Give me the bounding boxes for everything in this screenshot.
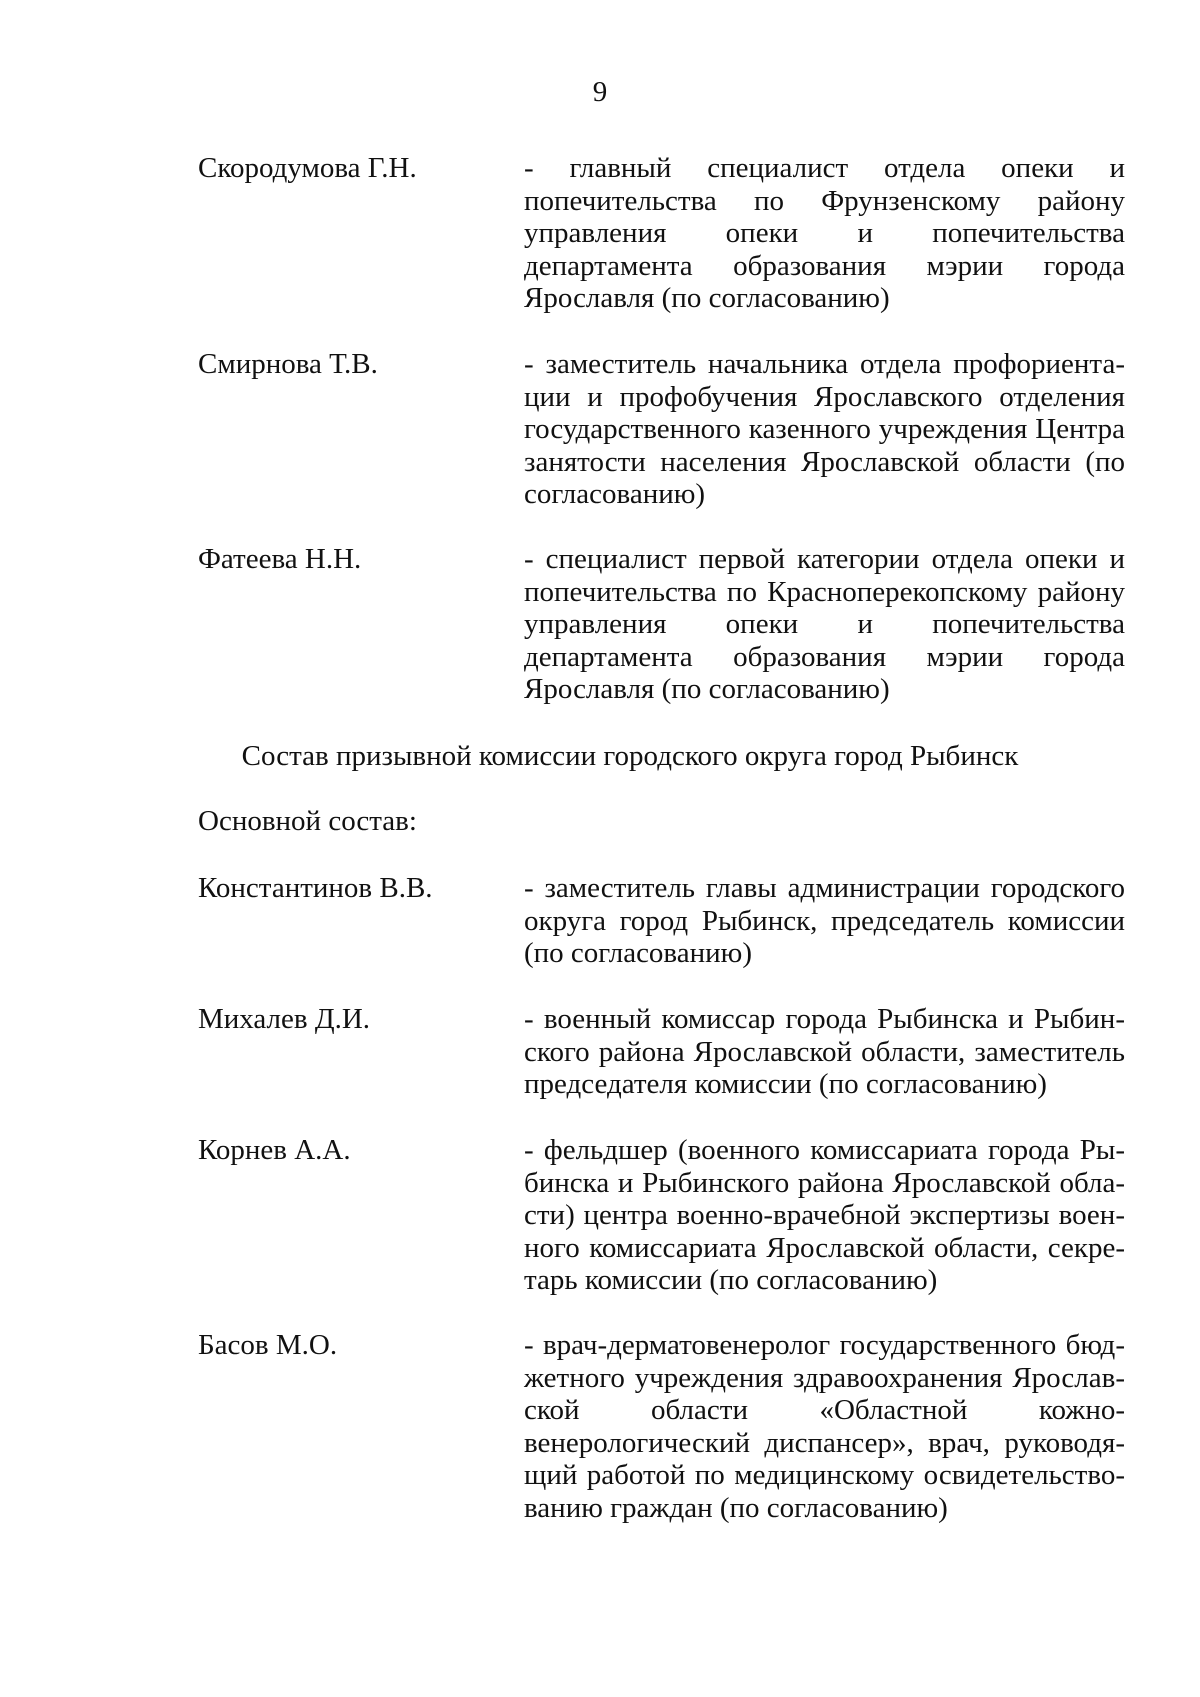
member-description: - врач-дерматовенеролог государственного бюджетного учреждения здравоохранения Ярославской области «Областной кожно-венерологический диспансер», врач, руководящий работой по медицинскому освидетельствованию граждан (по согласованию): [524, 1329, 1125, 1524]
member-description: - главный специалист отдела опеки и попечительства по Фрунзенскому району управления опеки и попечительства департамента образования мэрии города Ярославля (по согласованию): [524, 152, 1125, 314]
member-description: - военный комиссар города Рыбинска и Рыбинского района Ярославской области, заместитель председателя комиссии (по согласованию): [524, 1003, 1125, 1100]
member-name: Басов М.О.: [198, 1329, 338, 1361]
page-number: 9: [592, 76, 608, 108]
member-name: Константинов В.В.: [198, 872, 433, 904]
member-name: Корнев А.А.: [198, 1134, 351, 1166]
section-title: Состав призывной комиссии городского округа город Рыбинск: [241, 740, 1019, 772]
member-name: Смирнова Т.В.: [198, 348, 378, 380]
member-description: - фельдшер (военного комиссариата города Рыбинска и Рыбинского района Ярославской области) центра военно-врачебной экспертизы военного комиссариата Ярославской области, секретарь комиссии (по согласованию): [524, 1134, 1125, 1296]
member-description: - заместитель начальника отдела профориентации и профобучения Ярославского отделения государственного казенного учреждения Центра занятости населения Ярославской области (по согласованию): [524, 348, 1125, 510]
member-name: Скородумова Г.Н.: [198, 152, 417, 184]
member-description: - специалист первой категории отдела опеки и попечительства по Красноперекопскому району управления опеки и попечительства департамента образования мэрии города Ярославля (по согласованию): [524, 543, 1125, 705]
member-description: - заместитель главы администрации городского округа город Рыбинск, председатель комиссии (по согласованию): [524, 872, 1125, 969]
member-name: Фатеева Н.Н.: [198, 543, 362, 575]
subsection-label: Основной состав:: [198, 805, 417, 837]
member-name: Михалев Д.И.: [198, 1003, 371, 1035]
